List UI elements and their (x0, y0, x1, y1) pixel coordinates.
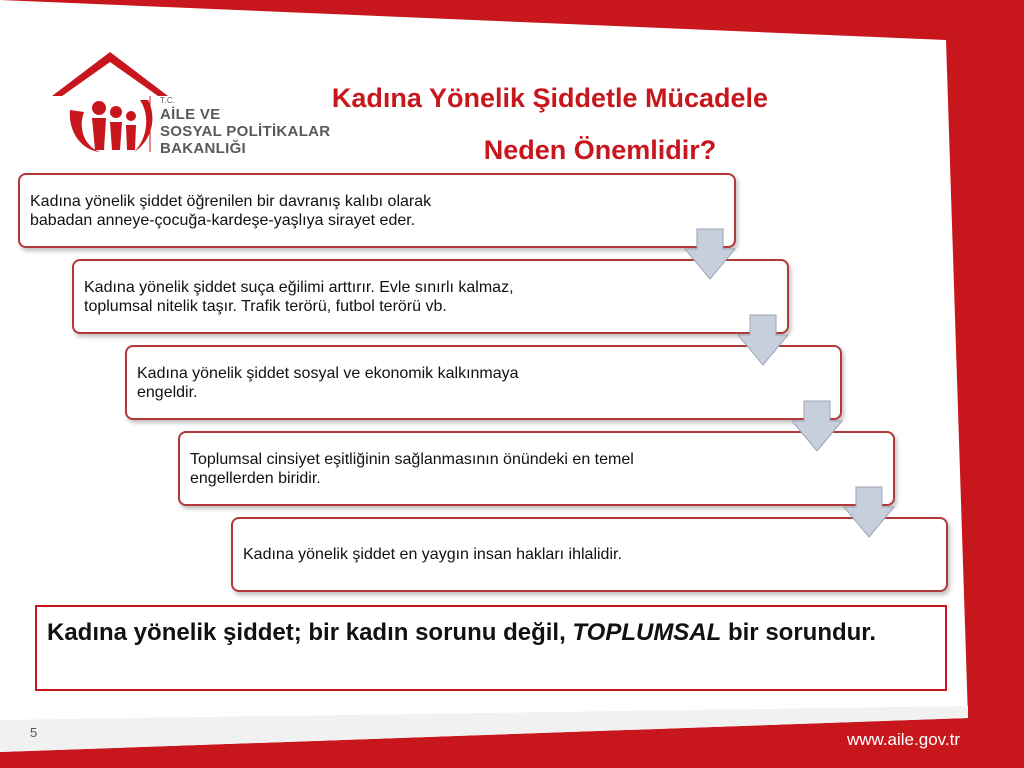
slide-title-line-2: Neden Önemlidir? (483, 135, 717, 165)
point-5-line-1: Kadına yönelik şiddet en yaygın insan hakları ihlalidir. (243, 546, 622, 563)
page-number: 5 (30, 725, 38, 740)
website-url[interactable]: www.aile.gov.tr (846, 730, 960, 749)
callout-text-before: Kadına yönelik şiddet; bir kadın sorunu değil, (47, 619, 573, 646)
down-arrow-icon (683, 227, 737, 281)
point-box-4 (178, 431, 895, 506)
point-box-1 (18, 173, 736, 248)
point-1-line-1: Kadına yönelik şiddet öğrenilen bir davranış kalıbı olarak (30, 192, 432, 210)
point-4-line-2: engellerden biridir. (190, 469, 321, 487)
down-arrow-icon (790, 399, 844, 453)
point-box-5 (231, 517, 948, 592)
callout-text-after: bir sorundur. (721, 619, 876, 646)
point-box-2 (72, 259, 789, 334)
logo-line-1: AİLE VE (160, 106, 221, 123)
point-2-line-1: Kadına yönelik şiddet suça eğilimi arttırır. Evle sınırlı kalmaz, (84, 278, 514, 296)
point-box-3 (125, 345, 842, 420)
logo-line-3: BAKANLIĞI (160, 140, 247, 157)
point-4-line-1: Toplumsal cinsiyet eşitliğinin sağlanmasının önündeki en temel (190, 450, 634, 468)
logo-line-2: SOSYAL POLİTİKALAR (160, 123, 331, 140)
down-arrow-icon (842, 485, 896, 539)
point-3-line-2: engeldir. (137, 383, 198, 401)
down-arrow-icon (736, 313, 790, 367)
point-1-line-2: babadan anneye-çocuğa-kardeşe-yaşlıya sirayet eder. (30, 211, 416, 229)
logo-tc: T.C. (160, 96, 176, 105)
callout-emphasis: TOPLUMSAL (572, 619, 722, 646)
point-2-line-2: toplumsal nitelik taşır. Trafik terörü, futbol terörü vb. (84, 297, 447, 315)
slide-title-line-1: Kadına Yönelik Şiddetle Mücadele (331, 83, 769, 113)
conclusion-callout (35, 605, 947, 691)
point-3-line-1: Kadına yönelik şiddet sosyal ve ekonomik kalkınmaya (137, 364, 519, 382)
